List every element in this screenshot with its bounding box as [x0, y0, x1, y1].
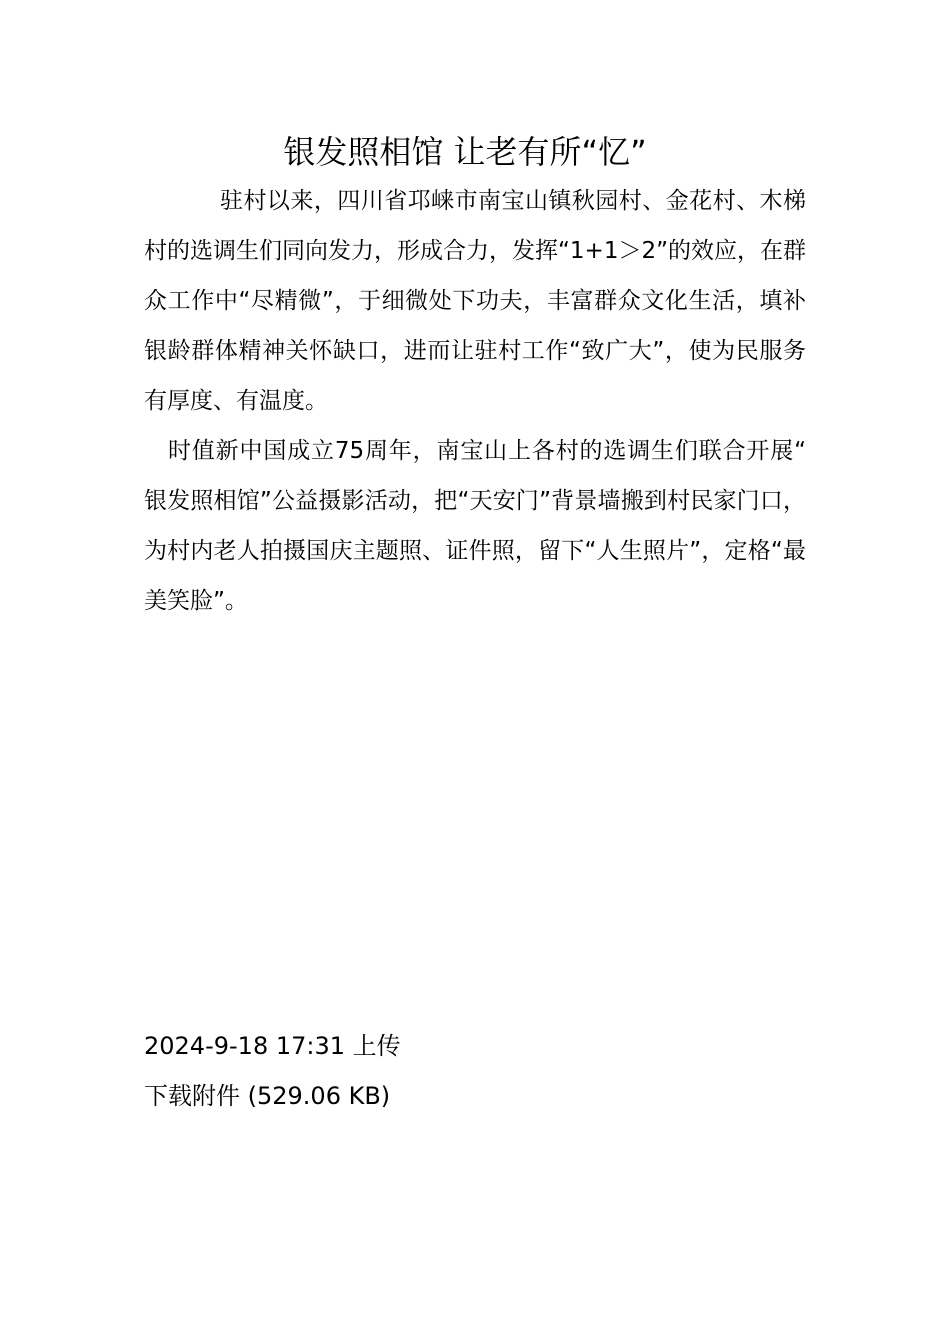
paragraph-1: 驻村以来，四川省邛崃市南宝山镇秋园村、金花村、木梯村的选调生们同向发力，形成合力，发挥“1+1＞2”的效应，在群众工作中“尽精微”，于细微处下功夫，丰富群众文化生活，填补银龄群体精神关怀缺口，进而让驻村工作“致广大”，使为民服务有厚度、有温度。 [144, 188, 807, 414]
upload-timestamp: 2024-9-18 17:31 上传 [144, 1032, 401, 1060]
download-attachment-link[interactable]: 下载附件 (529.06 KB) [144, 1082, 391, 1110]
article-body [144, 176, 806, 626]
article-title: 银发照相馆 让老有所“忆” [283, 133, 647, 171]
paragraph-2: 时值新中国成立75周年，南宝山上各村的选调生们联合开展“银发照相馆”公益摄影活动，把“天安门”背景墙搬到村民家门口，为村内老人拍摄国庆主题照、证件照，留下“人生照片”，定格“最美笑脸”。 [144, 438, 806, 614]
